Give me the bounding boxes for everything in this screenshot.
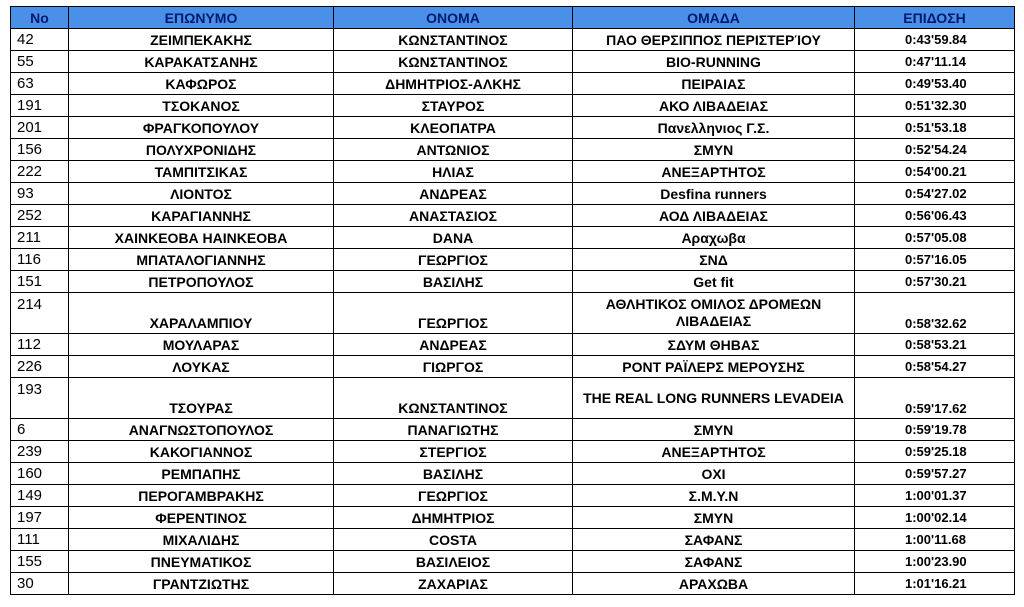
row-first-name: ΓΕΩΡΓΙΟΣ (334, 485, 573, 507)
row-surname: ΜΠΑΤΑΛΟΓΙΑΝΝΗΣ (69, 249, 334, 271)
row-surname: ΦΕΡΕΝΤΙΝΟΣ (69, 507, 334, 529)
row-surname: ΚΑΦΩΡΟΣ (69, 73, 334, 95)
row-time: 0:54'00.21 (855, 161, 1015, 183)
row-time: 1:01'16.21 (855, 573, 1015, 595)
row-first-name: ΒΑΣΙΛΗΣ (334, 463, 573, 485)
row-team: ΣΑΦΑΝΣ (573, 529, 855, 551)
row-first-name: ΚΩΝΣΤΑΝΤΙΝΟΣ (334, 51, 573, 73)
results-table-container (10, 6, 1015, 595)
table-row (11, 183, 1015, 205)
header-no: No (11, 7, 69, 29)
row-team: THE REAL LONG RUNNERS LEVADEIA (573, 378, 855, 419)
row-team: ΑΚΟ ΛΙΒΑΔΕΙΑΣ (573, 95, 855, 117)
row-first-name: ΑΝΔΡΕΑΣ (334, 334, 573, 356)
row-number: 193 (11, 378, 69, 419)
row-surname: ΤΣΟΚΑΝΟΣ (69, 95, 334, 117)
row-number: 55 (11, 51, 69, 73)
row-surname: ΛΙΟΝΤΟΣ (69, 183, 334, 205)
table-row (11, 529, 1015, 551)
row-first-name: COSTA (334, 529, 573, 551)
table-row (11, 249, 1015, 271)
row-time: 0:43'59.84 (855, 29, 1015, 51)
row-first-name: ΚΩΝΣΤΑΝΤΙΝΟΣ (334, 29, 573, 51)
table-row (11, 51, 1015, 73)
row-team: ΣΝΔ (573, 249, 855, 271)
row-number: 239 (11, 441, 69, 463)
row-time: 1:00'11.68 (855, 529, 1015, 551)
row-number: 30 (11, 573, 69, 595)
row-number: 191 (11, 95, 69, 117)
header-row (11, 7, 1015, 29)
row-surname: ΤΑΜΠΙΤΣΙΚΑΣ (69, 161, 334, 183)
row-surname: ΦΡΑΓΚΟΠΟΥΛΟΥ (69, 117, 334, 139)
header-name: ΟΝΟΜΑ (334, 7, 573, 29)
row-first-name: ΓΕΩΡΓΙΟΣ (334, 293, 573, 334)
table-row (11, 441, 1015, 463)
row-surname: ΧΑΡΑΛΑΜΠΙΟΥ (69, 293, 334, 334)
row-time: 1:00'02.14 (855, 507, 1015, 529)
table-row (11, 378, 1015, 419)
row-first-name: ΗΛΙΑΣ (334, 161, 573, 183)
row-number: 6 (11, 419, 69, 441)
row-time: 0:51'32.30 (855, 95, 1015, 117)
row-number: 211 (11, 227, 69, 249)
row-number: 112 (11, 334, 69, 356)
row-surname: ΚΑΡΑΓΙΑΝΝΗΣ (69, 205, 334, 227)
row-team: Αραχωβα (573, 227, 855, 249)
row-first-name: ΑΝΤΩΝΙΟΣ (334, 139, 573, 161)
row-first-name: ΑΝΔΡΕΑΣ (334, 183, 573, 205)
table-body (11, 29, 1015, 595)
row-number: 197 (11, 507, 69, 529)
row-surname: ΛΟΥΚΑΣ (69, 356, 334, 378)
row-surname: ΠΟΛΥΧΡΟΝΙΔΗΣ (69, 139, 334, 161)
row-first-name: ΣΤΑΥΡΟΣ (334, 95, 573, 117)
row-team: ΠΕΙΡΑΙΑΣ (573, 73, 855, 95)
row-number: 116 (11, 249, 69, 271)
row-time: 0:56'06.43 (855, 205, 1015, 227)
row-team: ΑΝΕΞΑΡΤΗΤΟΣ (573, 441, 855, 463)
row-time: 0:58'53.21 (855, 334, 1015, 356)
row-time: 0:57'05.08 (855, 227, 1015, 249)
table-row (11, 293, 1015, 334)
row-time: 0:59'25.18 (855, 441, 1015, 463)
row-first-name: ΣΤΕΡΓΙΟΣ (334, 441, 573, 463)
row-surname: ΚΑΚΟΓΙΑΝΝΟΣ (69, 441, 334, 463)
row-number: 214 (11, 293, 69, 334)
row-team: ΑΝΕΞΑΡΤΗΤΟΣ (573, 161, 855, 183)
row-surname: ΤΣΟΥΡΑΣ (69, 378, 334, 419)
row-surname: ΡΕΜΠΑΠΗΣ (69, 463, 334, 485)
row-team: Πανελληνιος Γ.Σ. (573, 117, 855, 139)
row-team: ΡΟΝΤ ΡΑΪΛΕΡΣ ΜΕΡΟΥΣΗΣ (573, 356, 855, 378)
row-number: 42 (11, 29, 69, 51)
row-team: ΣΔΥΜ ΘΗΒΑΣ (573, 334, 855, 356)
row-time: 0:51'53.18 (855, 117, 1015, 139)
row-surname: ΚΑΡΑΚΑΤΣΑΝΗΣ (69, 51, 334, 73)
row-time: 0:54'27.02 (855, 183, 1015, 205)
table-row (11, 95, 1015, 117)
row-team: ΣΑΦΑΝΣ (573, 551, 855, 573)
row-time: 0:52'54.24 (855, 139, 1015, 161)
row-number: 226 (11, 356, 69, 378)
table-row (11, 73, 1015, 95)
table-row (11, 161, 1015, 183)
row-team: ΣΜΥΝ (573, 139, 855, 161)
row-number: 63 (11, 73, 69, 95)
row-surname: ΠΝΕΥΜΑΤΙΚΟΣ (69, 551, 334, 573)
row-first-name: ΒΑΣΙΛΕΙΟΣ (334, 551, 573, 573)
row-number: 149 (11, 485, 69, 507)
row-first-name: ΠΑΝΑΓΙΩΤΗΣ (334, 419, 573, 441)
table-row (11, 271, 1015, 293)
row-time: 0:57'30.21 (855, 271, 1015, 293)
table-row (11, 205, 1015, 227)
table-row (11, 356, 1015, 378)
table-row (11, 507, 1015, 529)
row-team: ΑΟΔ ΛΙΒΑΔΕΙΑΣ (573, 205, 855, 227)
table-header (11, 7, 1015, 29)
row-time: 0:59'57.27 (855, 463, 1015, 485)
row-number: 156 (11, 139, 69, 161)
row-first-name: ΒΑΣΙΛΗΣ (334, 271, 573, 293)
row-team: ΟΧΙ (573, 463, 855, 485)
table-row (11, 551, 1015, 573)
row-surname: ΑΝΑΓΝΩΣΤΟΠΟΥΛΟΣ (69, 419, 334, 441)
row-first-name: ΑΝΑΣΤΑΣΙΟΣ (334, 205, 573, 227)
row-first-name: DANA (334, 227, 573, 249)
row-time: 0:59'17.62 (855, 378, 1015, 419)
row-team: BIO-RUNNING (573, 51, 855, 73)
row-time: 0:57'16.05 (855, 249, 1015, 271)
results-table (10, 6, 1015, 595)
row-time: 0:59'19.78 (855, 419, 1015, 441)
header-surname: ΕΠΩΝΥΜΟ (69, 7, 334, 29)
table-row (11, 29, 1015, 51)
row-first-name: ΚΛΕΟΠΑΤΡΑ (334, 117, 573, 139)
row-surname: ΓΡΑΝΤΖΙΩΤΗΣ (69, 573, 334, 595)
table-row (11, 419, 1015, 441)
row-first-name: ΔΗΜΗΤΡΙΟΣ-ΑΛΚΗΣ (334, 73, 573, 95)
row-time: 0:49'53.40 (855, 73, 1015, 95)
row-team: ΑΘΛΗΤΙΚΟΣ ΟΜΙΛΟΣ ΔΡΟΜΕΩΝ ΛΙΒΑΔΕΙΑΣ (573, 293, 855, 334)
table-row (11, 573, 1015, 595)
row-first-name: ΚΩΝΣΤΑΝΤΙΝΟΣ (334, 378, 573, 419)
row-number: 252 (11, 205, 69, 227)
table-row (11, 334, 1015, 356)
row-time: 0:58'32.62 (855, 293, 1015, 334)
table-row (11, 485, 1015, 507)
table-row (11, 463, 1015, 485)
row-team: ΣΜΥΝ (573, 507, 855, 529)
header-team: ΟΜΑΔΑ (573, 7, 855, 29)
row-first-name: ΓΕΩΡΓΙΟΣ (334, 249, 573, 271)
row-number: 160 (11, 463, 69, 485)
row-surname: ΧΑΙΝΚΕΟΒΑ ΗΑΙΝΚΕΟΒΑ (69, 227, 334, 249)
row-first-name: ΓΙΩΡΓΟΣ (334, 356, 573, 378)
row-team: ΠΑΟ ΘΕΡΣΙΠΠΟΣ ΠΕΡΙΣΤΕΡΊΟΥ (573, 29, 855, 51)
row-time: 0:58'54.27 (855, 356, 1015, 378)
row-team: Σ.Μ.Υ.Ν (573, 485, 855, 507)
table-row (11, 227, 1015, 249)
row-time: 1:00'01.37 (855, 485, 1015, 507)
row-surname: ΠΕΤΡΟΠΟΥΛΟΣ (69, 271, 334, 293)
row-team: ΣΜΥΝ (573, 419, 855, 441)
row-first-name: ΔΗΜΗΤΡΙΟΣ (334, 507, 573, 529)
row-team: ΑΡΑΧΩΒΑ (573, 573, 855, 595)
row-number: 222 (11, 161, 69, 183)
row-team: Desfina runners (573, 183, 855, 205)
row-surname: ΜΟΥΛΑΡΑΣ (69, 334, 334, 356)
row-number: 93 (11, 183, 69, 205)
row-surname: ΜΙΧΑΛΙΔΗΣ (69, 529, 334, 551)
row-number: 111 (11, 529, 69, 551)
row-surname: ΠΕΡΟΓΑΜΒΡΑΚΗΣ (69, 485, 334, 507)
row-number: 201 (11, 117, 69, 139)
row-number: 151 (11, 271, 69, 293)
row-first-name: ΖΑΧΑΡΙΑΣ (334, 573, 573, 595)
row-team: Get fit (573, 271, 855, 293)
row-surname: ΖΕΙΜΠΕΚΑΚΗΣ (69, 29, 334, 51)
table-row (11, 139, 1015, 161)
header-time: ΕΠΙΔΟΣΗ (855, 7, 1015, 29)
row-number: 155 (11, 551, 69, 573)
row-time: 1:00'23.90 (855, 551, 1015, 573)
row-time: 0:47'11.14 (855, 51, 1015, 73)
table-row (11, 117, 1015, 139)
